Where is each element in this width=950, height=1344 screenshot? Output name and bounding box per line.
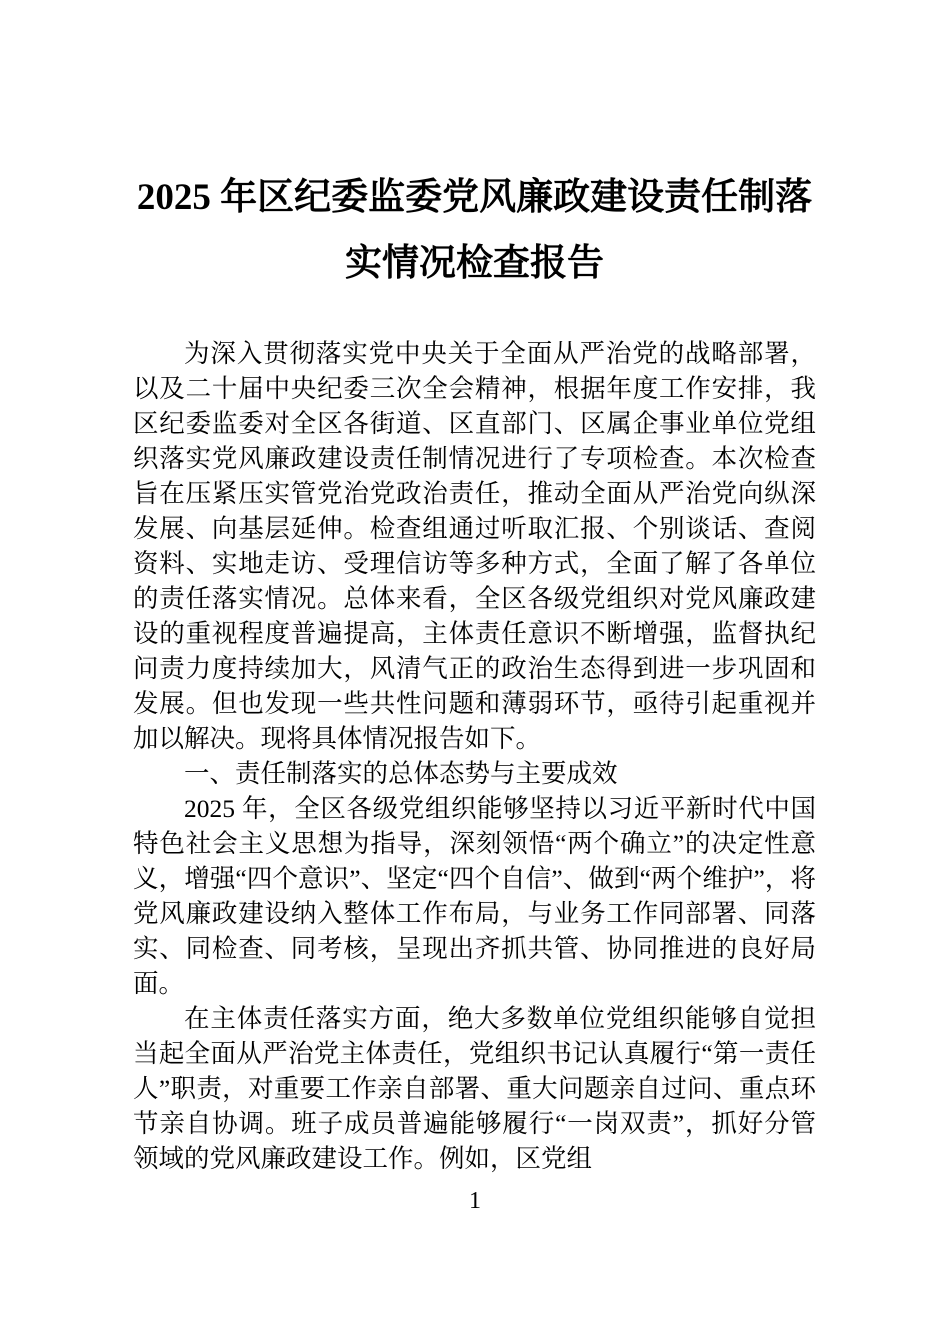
paragraph-main-responsibility: 在主体责任落实方面，绝大多数单位党组织能够自觉担当起全面从严治党主体责任，党组织书记认真履行“第一责任人”职责，对重要工作亲自部署、重大问题亲自过问、重点环节亲自协调。班子成员普遍能够履行“一岗双责”，抓好分管领域的党风廉政建设工作。例如，区党组 (133, 1004, 816, 1173)
document-title: 2025 年区纪委监委党风廉政建设责任制落实情况检查报告 (136, 177, 813, 284)
document-body (133, 336, 816, 1176)
document-content (133, 165, 816, 1176)
paragraph-overall-situation: 2025 年，全区各级党组织能够坚持以习近平新时代中国特色社会主义思想为指导，深刻领悟“两个确立”的决定性意义，增强“四个意识”、坚定“四个自信”、做到“两个维护”，将党风廉政建设纳入整体工作布局，与业务工作同部署、同落实、同检查、同考核，呈现出齐抓共管、协同推进的良好局面。 (133, 794, 816, 998)
page-number: 1 (469, 1188, 481, 1214)
section-heading: 一、责任制落实的总体态势与主要成效 (184, 759, 618, 788)
paragraph-intro: 为深入贯彻落实党中央关于全面从严治党的战略部署，以及二十届中央纪委三次全会精神，根据年度工作安排，我区纪委监委对全区各街道、区直部门、区属企事业单位党组织落实党风廉政建设责任制情况进行了专项检查。本次检查旨在压紧压实管党治党政治责任，推动全面从严治党向纵深发展、向基层延伸。检查组通过听取汇报、个别谈话、查阅资料、实地走访、受理信访等多种方式，全面了解了各单位的责任落实情况。总体来看，全区各级党组织对党风廉政建设的重视程度普遍提高，主体责任意识不断增强，监督执纪问责力度持续加大，风清气正的政治生态得到进一步巩固和发展。但也发现一些共性问题和薄弱环节，亟待引起重视并加以解决。现将具体情况报告如下。 (133, 339, 816, 753)
